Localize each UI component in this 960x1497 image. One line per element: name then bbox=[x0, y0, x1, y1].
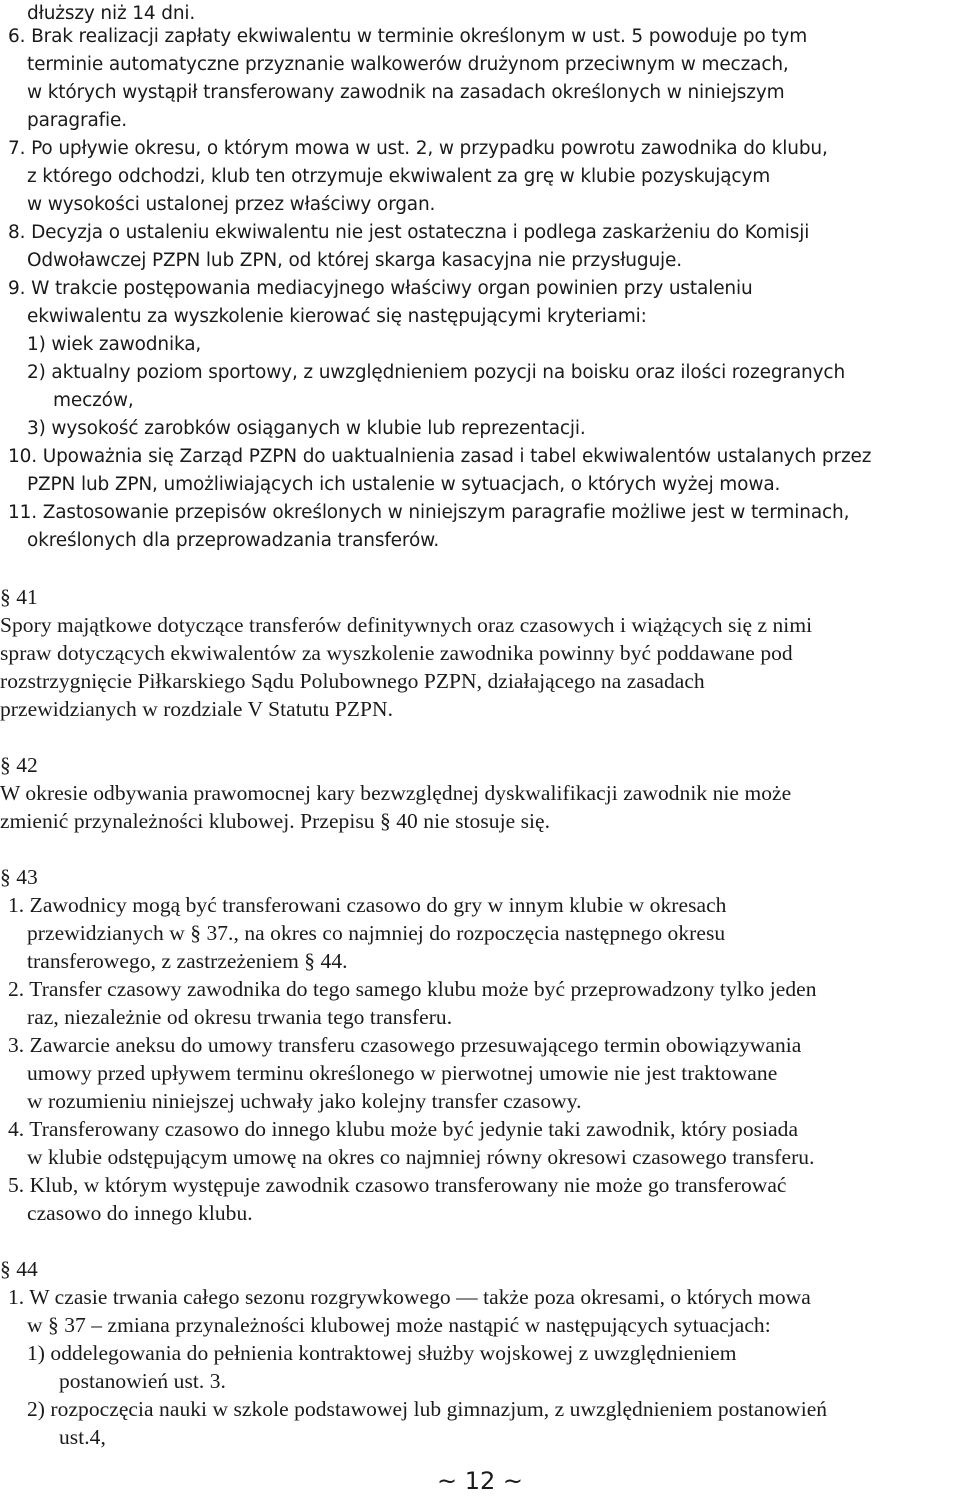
text-line: 2. Transfer czasowy zawodnika do tego samego klubu może być przeprowadzony tylko jeden bbox=[8, 977, 817, 1001]
text-line: raz, niezależnie od okresu trwania tego transferu. bbox=[27, 1005, 453, 1029]
text-line: 3) wysokość zarobków osiąganych w klubie lub reprezentacji. bbox=[27, 418, 586, 439]
text-line: rozstrzygnięcie Piłkarskiego Sądu Polubownego PZPN, działającego na zasadach bbox=[0, 669, 705, 693]
text-line: 5. Klub, w którym występuje zawodnik czasowo transferowany nie może go transferować bbox=[8, 1173, 787, 1197]
text-line: meczów, bbox=[53, 390, 134, 411]
text-line: paragrafie. bbox=[27, 110, 127, 131]
section-heading: § 42 bbox=[0, 753, 38, 777]
text-line: 1) oddelegowania do pełnienia kontraktowej służby wojskowej z uwzględnieniem bbox=[27, 1341, 737, 1365]
text-line: z którego odchodzi, klub ten otrzymuje ekwiwalent za grę w klubie pozyskującym bbox=[27, 166, 771, 187]
text-line: przewidzianych w § 37., na okres co najmniej do rozpoczęcia następnego okresu bbox=[27, 921, 726, 945]
page-number: ~ 12 ~ bbox=[436, 1467, 523, 1495]
text-line: 11. Zastosowanie przepisów określonych w niniejszym paragrafie możliwe jest w terminach, bbox=[8, 502, 850, 523]
text-line: spraw dotyczących ekwiwalentów za wyszkolenie zawodnika powinny być poddawane pod bbox=[0, 641, 793, 665]
section-heading: § 44 bbox=[0, 1257, 38, 1281]
text-line: Spory majątkowe dotyczące transferów definitywnych oraz czasowych i wiążących się z nimi bbox=[0, 613, 813, 637]
text-line: 6. Brak realizacji zapłaty ekwiwalentu w terminie określonym w ust. 5 powoduje po tym bbox=[8, 26, 808, 47]
text-line: 1) wiek zawodnika, bbox=[27, 334, 202, 355]
text-line: 4. Transferowany czasowo do innego klubu może być jedynie taki zawodnik, który posiada bbox=[8, 1117, 799, 1141]
text-line: 10. Upoważnia się Zarząd PZPN do uaktualnienia zasad i tabel ekwiwalentów ustalanych przez bbox=[8, 446, 872, 467]
text-line: W okresie odbywania prawomocnej kary bezwzględnej dyskwalifikacji zawodnik nie może bbox=[0, 781, 792, 805]
text-line: postanowień ust. 3. bbox=[59, 1369, 226, 1393]
text-line: w rozumieniu niniejszej uchwały jako kolejny transfer czasowy. bbox=[27, 1089, 582, 1113]
text-line: 2) rozpoczęcia nauki w szkole podstawowej lub gimnazjum, z uwzględnieniem postanowień bbox=[27, 1397, 828, 1421]
text-line: transferowego, z zastrzeżeniem § 44. bbox=[27, 949, 348, 973]
text-line: w klubie odstępującym umowę na okres co najmniej równy okresowi czasowego transferu. bbox=[27, 1145, 815, 1169]
text-line: 1. Zawodnicy mogą być transferowani czasowo do gry w innym klubie w okresach bbox=[8, 893, 727, 917]
text-line: 7. Po upływie okresu, o którym mowa w ust. 2, w przypadku powrotu zawodnika do klubu, bbox=[8, 138, 828, 159]
text-line: w których wystąpił transferowany zawodnik na zasadach określonych w niniejszym bbox=[27, 82, 785, 103]
text-line: zmienić przynależności klubowej. Przepisu § 40 nie stosuje się. bbox=[0, 809, 551, 833]
text-line: 8. Decyzja o ustaleniu ekwiwalentu nie jest ostateczna i podlega zaskarżeniu do Komisji bbox=[8, 222, 810, 243]
text-line: dłuższy niż 14 dni. bbox=[27, 3, 196, 24]
text-line: 2) aktualny poziom sportowy, z uwzględnieniem pozycji na boisku oraz ilości rozegranych bbox=[27, 362, 846, 383]
text-line: w wysokości ustalonej przez właściwy organ. bbox=[27, 194, 436, 215]
text-line: Odwoławczej PZPN lub ZPN, od której skarga kasacyjna nie przysługuje. bbox=[27, 250, 682, 271]
text-line: terminie automatyczne przyznanie walkowerów drużynom przeciwnym w meczach, bbox=[27, 54, 789, 75]
text-line: 9. W trakcie postępowania mediacyjnego właściwy organ powinien przy ustaleniu bbox=[8, 278, 753, 299]
text-line: przewidzianych w rozdziale V Statutu PZPN. bbox=[0, 697, 393, 721]
section-heading: § 41 bbox=[0, 585, 38, 609]
text-line: PZPN lub ZPN, umożliwiających ich ustalenie w sytuacjach, o których wyżej mowa. bbox=[27, 474, 781, 495]
text-line: w § 37 – zmiana przynależności klubowej może nastąpić w następujących sytuacjach: bbox=[27, 1313, 771, 1337]
section-heading: § 43 bbox=[0, 865, 38, 889]
text-line: ust.4, bbox=[59, 1425, 106, 1449]
text-line: umowy przed upływem terminu określonego w pierwotnej umowie nie jest traktowane bbox=[27, 1061, 778, 1085]
text-line: 1. W czasie trwania całego sezonu rozgrywkowego — także poza okresami, o których mowa bbox=[8, 1285, 811, 1309]
text-line: 3. Zawarcie aneksu do umowy transferu czasowego przesuwającego termin obowiązywania bbox=[8, 1033, 802, 1057]
text-line: ekwiwalentu za wyszkolenie kierować się następującymi kryteriami: bbox=[27, 306, 647, 327]
text-line: określonych dla przeprowadzania transferów. bbox=[27, 530, 440, 551]
text-line: czasowo do innego klubu. bbox=[27, 1201, 253, 1225]
